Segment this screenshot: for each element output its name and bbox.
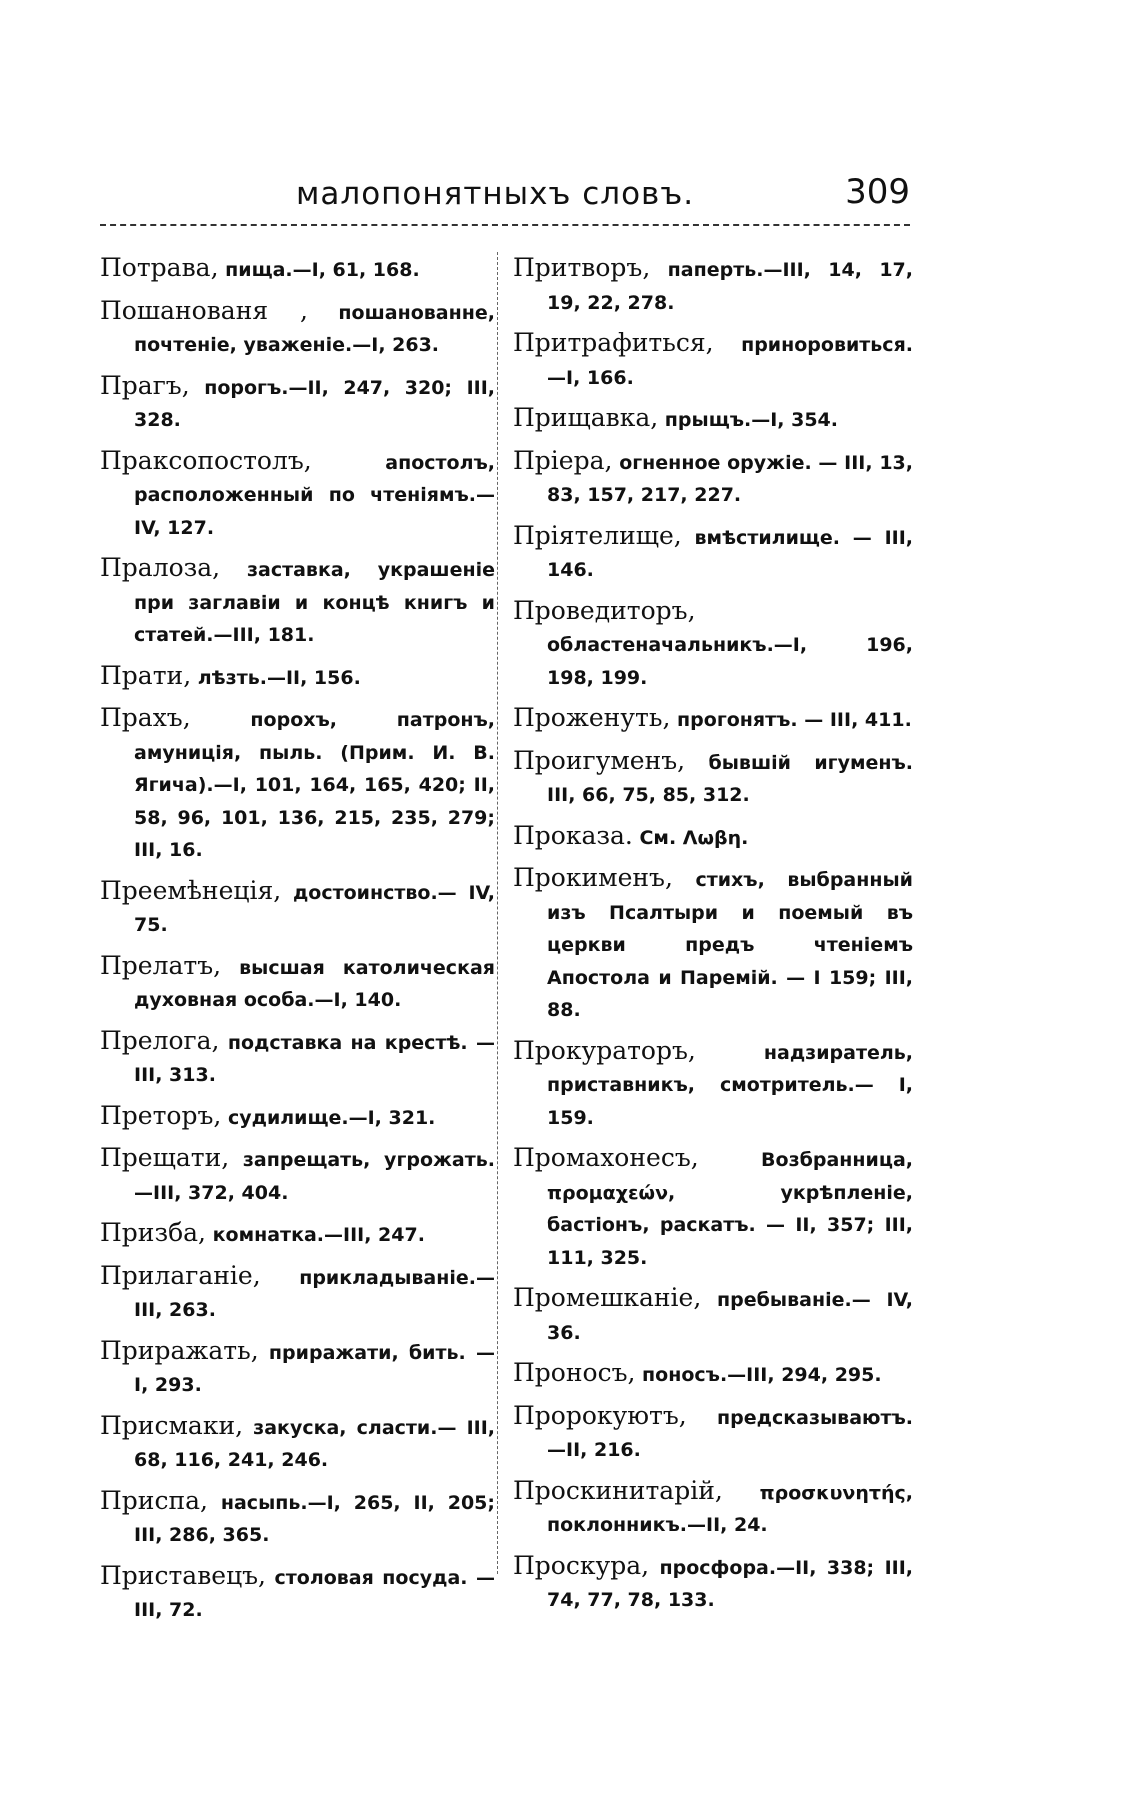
page-number: 309 [845, 172, 910, 212]
entry-headword: Проведиторъ, [513, 595, 696, 625]
entry-definition: бывшій игуменъ. III, 66, 75, 85, 312. [547, 751, 913, 806]
entry-headword: Промешканіе, [513, 1283, 702, 1312]
glossary-entry [100, 1260, 495, 1327]
entry-definition: лѣзть.—II, 156. [191, 666, 361, 689]
column-divider [497, 252, 498, 1574]
entry-headword: Проженуть, [513, 703, 671, 732]
glossary-entry [513, 1475, 913, 1542]
glossary-entry [513, 1400, 913, 1467]
glossary-entry [100, 370, 495, 437]
glossary-entry [513, 745, 913, 812]
entry-definition: вмѣстилище. — III, 146. [547, 526, 913, 581]
entry-headword: Пошанованя , [100, 295, 308, 325]
entry-definition: стихъ, выбранный изъ Псалтыри и поемый въ церкви предъ чтеніемъ Апостола и Паремій. — I 159; III, 88. [547, 869, 913, 1021]
entry-definition: высшая католическая духовная особа.—I, 140. [134, 956, 495, 1011]
entry-definition: Возбранница, προμαχεών, укрѣпленіе, бастіонъ, раскатъ. — II, 357; III, 111, 325. [547, 1149, 913, 1269]
glossary-entry [513, 1550, 913, 1617]
entry-headword: Приспа, [100, 1485, 208, 1515]
entry-definition: прогонятъ. — III, 411. [670, 709, 912, 731]
entry-headword: Притворъ, [513, 253, 651, 282]
glossary-entry [513, 1357, 913, 1392]
entry-headword: Прахъ, [100, 703, 191, 732]
entry-headword: Потрава, [100, 253, 219, 282]
entry-definition: прикладываніе.— III, 263. [134, 1266, 495, 1321]
entry-definition: насыпь.—I, 265, II, 205; III, 286, 365. [134, 1491, 495, 1546]
header-rule [100, 224, 910, 226]
entry-definition: надзиратель, приставникъ, смотритель.— I, 159. [547, 1041, 913, 1129]
entry-headword: Притрафиться, [513, 328, 714, 357]
entry-definition: достоинство.— IV, 75. [134, 881, 495, 936]
glossary-entry [100, 660, 495, 695]
entry-definition: предсказываютъ. —II, 216. [547, 1406, 913, 1461]
entry-headword: Преторъ, [100, 1100, 222, 1130]
entry-definition: пошанованне, почтеніе, уваженіе.—I, 263. [134, 301, 495, 356]
entry-headword: Прещати, [100, 1143, 230, 1172]
entry-headword: Призба, [100, 1218, 207, 1247]
entry-definition: прыщъ.—I, 354. [658, 409, 838, 431]
entry-definition: προσκυνητής, поклонникъ.—II, 24. [547, 1481, 913, 1536]
glossary-entry [513, 445, 913, 512]
glossary-entry [513, 862, 913, 1027]
glossary-entry [513, 702, 913, 737]
entry-definition: апостолъ, расположенный по чтеніямъ.— IV, 127. [134, 451, 495, 539]
entry-definition: закуска, сласти.— III, 68, 116, 241, 246. [134, 1416, 495, 1471]
entry-definition: комнатка.—III, 247. [206, 1224, 425, 1246]
entry-definition: пребываніе.— IV, 36. [547, 1289, 913, 1344]
glossary-entry [100, 1100, 495, 1135]
entry-headword: Прилаганіе, [100, 1260, 261, 1290]
entry-definition: порохъ, патронъ, амуниція, пыль. (Прим. И. В. Ягича).—I, 101, 164, 165, 420; II, 58, 96, 101, 136, 215, 235, 279; III, 16. [134, 709, 495, 861]
entry-definition: См. Λωβη. [632, 826, 749, 849]
entry-headword: Преемѣнеція, [100, 875, 282, 905]
glossary-entry [100, 1025, 495, 1092]
glossary-entry [100, 1142, 495, 1209]
glossary-entry [513, 520, 913, 587]
left-column [100, 252, 495, 1635]
entry-definition: запрещать, угрожать.—III, 372, 404. [134, 1149, 495, 1204]
entry-definition: приражати, бить. —I, 293. [134, 1341, 495, 1396]
entry-headword: Присмаки, [100, 1410, 244, 1440]
right-column [513, 252, 913, 1625]
glossary-entry [100, 1217, 495, 1252]
glossary-entry [513, 327, 913, 394]
glossary-entry [100, 950, 495, 1017]
glossary-entry [513, 1035, 913, 1135]
glossary-entry [100, 295, 495, 362]
glossary-entry [100, 1410, 495, 1477]
entry-headword: Прокименъ, [513, 863, 673, 892]
entry-headword: Проносъ, [513, 1358, 636, 1387]
glossary-entry [100, 1485, 495, 1552]
entry-headword: Приражать, [100, 1335, 259, 1365]
entry-definition: областеначальникъ.—I, 196, 198, 199. [547, 634, 913, 689]
entry-definition: порогъ.—II, 247, 320; III, 328. [134, 376, 495, 431]
entry-headword: Прищавка, [513, 403, 659, 432]
entry-headword: Праксопостолъ, [100, 445, 312, 475]
glossary-entry [100, 1335, 495, 1402]
entry-headword: Пралоза, [100, 553, 221, 582]
glossary-entry [100, 875, 495, 942]
entry-definition: судилище.—I, 321. [221, 1106, 436, 1129]
glossary-entry [513, 820, 913, 855]
glossary-entry [513, 595, 913, 695]
entry-headword: Пророкуютъ, [513, 1400, 687, 1430]
entry-headword: Проказа. [513, 820, 633, 850]
entry-headword: Проскинитарій, [513, 1475, 723, 1505]
running-title: малопонятныхъ словъ. [296, 176, 695, 212]
entry-headword: Приставецъ, [100, 1560, 267, 1590]
entry-headword: Проскура, [513, 1550, 650, 1580]
entry-headword: Пріера, [513, 445, 613, 475]
entry-definition: огненное оружіе. — III, 13, 83, 157, 217, 227. [547, 451, 913, 506]
glossary-entry [100, 702, 495, 867]
glossary-entry [513, 252, 913, 319]
glossary-entry [100, 1560, 495, 1627]
entry-headword: Прокураторъ, [513, 1035, 696, 1065]
entry-definition: поносъ.—III, 294, 295. [635, 1364, 882, 1386]
entry-headword: Промахонесъ, [513, 1143, 699, 1172]
entry-definition: заставка, украшеніе при заглавіи и концѣ книгъ и статей.—III, 181. [134, 559, 495, 646]
entry-headword: Прелатъ, [100, 950, 222, 980]
entry-definition: просфора.—II, 338; III, 74, 77, 78, 133. [547, 1556, 913, 1611]
entry-definition: принорoвиться. —I, 166. [547, 334, 913, 389]
entry-headword: Прагъ, [100, 370, 190, 400]
glossary-entry [513, 402, 913, 437]
entry-definition: подставка на крестѣ. —III, 313. [134, 1031, 495, 1086]
glossary-entry [100, 252, 495, 287]
entry-headword: Проигуменъ, [513, 745, 686, 775]
glossary-entry [100, 552, 495, 652]
glossary-entry [100, 445, 495, 545]
entry-definition: пища.—I, 61, 168. [218, 259, 420, 281]
running-header [100, 172, 910, 226]
entry-headword: Прати, [100, 660, 192, 690]
entry-headword: Пріятелище, [513, 520, 682, 550]
entry-definition: столовая посуда. —III, 72. [134, 1566, 495, 1621]
entry-definition: паперть.—III, 14, 17, 19, 22, 278. [547, 259, 913, 314]
entry-headword: Прелога, [100, 1025, 220, 1055]
glossary-entry [513, 1282, 913, 1349]
glossary-entry [513, 1142, 913, 1274]
